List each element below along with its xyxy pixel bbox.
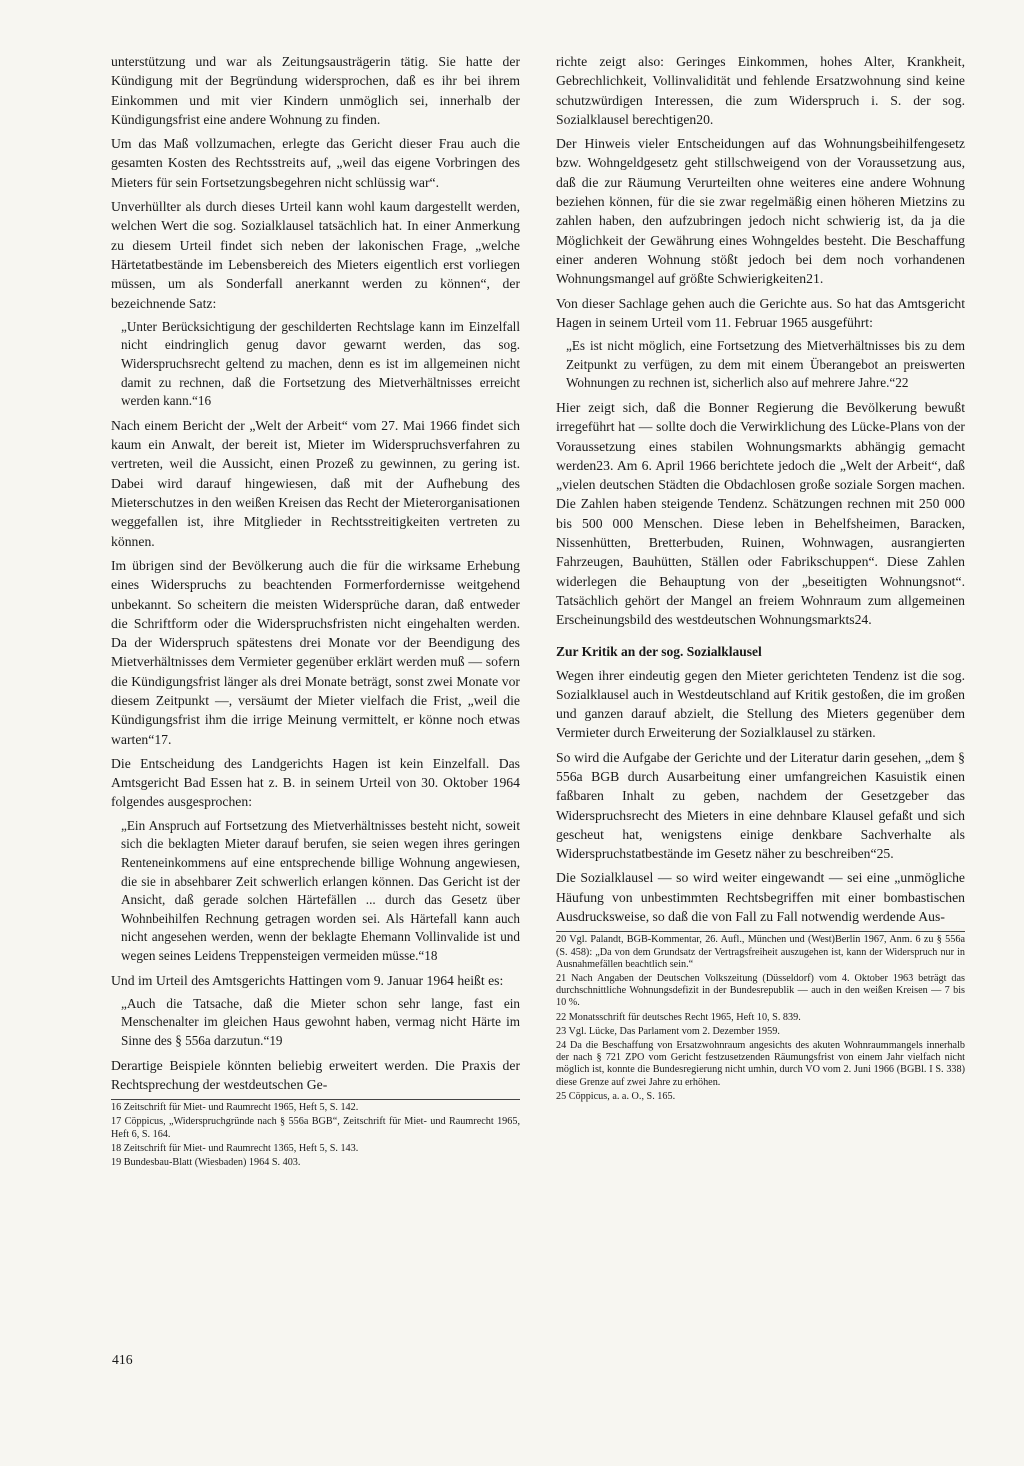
footnote: 24 Da die Beschaffung von Ersatzwohnraum angesichts des akuten Wohnraummangels innerhalb der nach § 721 ZPO vom Gericht festzusetzenden Räumungsfrist von einem Jahr vielfach nicht möglich ist, konnte die Bundesregierung nicht umhin, durch VO vom 2. Juni 1966 (BGBl. I S. 338) diese Grenze auf zwei Jahre zu erhöhen. xyxy=(556,1039,965,1088)
paragraph: Und im Urteil des Amtsgerichts Hattingen vom 9. Januar 1964 heißt es: xyxy=(111,972,504,988)
right-footnotes xyxy=(556,931,965,1103)
paragraph: Hier zeigt sich, daß die Bonner Regierung die Bevölkerung bewußt irregeführt hat — sollte doch die Verwirklichung des Lücke-Plans von der Voraussetzung eines stabilen Wohnungsmarkts abhängig gemacht werden23. Am 6. April 1966 berichtete jedoch die „Welt der Arbeit“, daß „vielen deutschen Städten die Obdachlosen große soziale Sorgen machen. Die Zahlen haben steigende Tendenz. Schätzungen rechnen mit 250 000 bis 500 000 Menschen. Diese leben in Behelfsheimen, Baracken, Nissenhütten, Bretterbuden, Ruinen, Wohnwagen, ausrangierten Fahrzeugen, Bauhütten, Ställen oder Fabrikschuppen“. Diese Zahlen widerlegen die Behauptung von der „beseitigten Wohnungsnot“. Tatsächlich gehört der Mangel an freiem Wohnraum zum allgemeinen Erscheinungsbild des westdeutschen Wohnungsmarkts24. xyxy=(556,399,965,628)
footnote: 19 Bundesbau-Blatt (Wiesbaden) 1964 S. 403. xyxy=(111,1157,301,1168)
paragraph: Um das Maß vollzumachen, erlegte das Gericht dieser Frau auch die gesamten Kosten des Rechtsstreits auf, „weil das eigene Vorbringen des Mieters für sein Fortsetzungsbegehren nicht schlüssig war“. xyxy=(111,136,520,190)
block-quote: „Es ist nicht möglich, eine Fortsetzung des Mietverhältnisses bis zu dem Zeitpunkt zu verfügen, zu dem mit einem Überangebot an preiswerten Wohnungen zu rechnen ist, sicherlich also auf mehrere Jahre.“22 xyxy=(566,338,965,391)
paragraph: Die Entscheidung des Landgerichts Hagen ist kein Einzelfall. Das Amtsgericht Bad Essen hat z. B. in seinem Urteil von 30. Oktober 1964 folgendes ausgesprochen: xyxy=(111,755,520,810)
paragraph: Nach einem Bericht der „Welt der Arbeit“ vom 27. Mai 1966 findet sich kaum ein Anwalt, der bereit ist, Mieter im Widerspruchsverfahren zu vertreten, weil die Aussicht, einen Prozeß zu gewinnen, zu gering ist. Dabei wird darauf hingewiesen, daß mit der Aufhebung des Mieterschutzes in den weißen Kreisen das Recht der Mieterorganisationen weggefallen ist, ihre Mitglieder in Rechtsstreitigkeiten vertreten zu können. xyxy=(111,417,520,549)
block-quote: „Ein Anspruch auf Fortsetzung des Mietverhältnisses besteht nicht, soweit sich die beklagten Mieter darauf berufen, sie seien wegen ihres geringen Renteneinkommens auf eine entsprechende billige Wohnung angewiesen, die sie in absehbarer Zeit schwerlich erlangen können. Das Gericht ist der Ansicht, daß gerade solchen Härtefällen ... durch das Gesetz über Wohnbeihilfen Rechnung getragen worden sei. Als Härtefall kann auch nicht angesehen werden, wenn der beklagte Ehemann Vollinvalide ist und wegen seines Leidens Treppensteigen vermeiden müsse.“18 xyxy=(121,817,520,963)
footnote: 16 Zeitschrift für Miet- und Raumrecht 1965, Heft 5, S. 142. xyxy=(111,1102,359,1114)
paragraph: Wegen ihrer eindeutig gegen den Mieter gerichteten Tendenz ist die sog. Sozialklausel auch in Westdeutschland auf Kritik gestoßen, die im großen und ganzen darauf abzielt, die Stellung des Mieters gegenüber dem Vermieter durch Erweiterung der Sozialklausel zu stärken. xyxy=(556,667,965,741)
section-heading: Zur Kritik an der sog. Sozialklausel xyxy=(556,643,762,659)
paragraph: Im übrigen sind der Bevölkerung auch die für die wirksame Erhebung eines Widerspruchs zu beachtenden Formerfordernisse weitgehend unbekannt. So scheitern die meisten Widersprüche daran, daß entweder die Schriftform oder die Widerspruchsfristen nicht eingehalten werden. Da der Widerspruch spätestens drei Monate vor der Beendigung des Mietverhältnisses dem Vermieter gegenüber erklärt werden muß — sofern die Kündigungsfrist länger als drei Monate beträgt, sonst zwei Monate vor diesem Zeitpunkt —, versäumt der Mieter vielfach die Frist, „weil die Kündigungsfrist ihm die irrige Meinung vermittelt, er könne noch etwas warten“17. xyxy=(111,557,520,747)
paragraph: Der Hinweis vieler Entscheidungen auf das Wohnungsbeihilfengesetz bzw. Wohngeldgesetz geht stillschweigend von der Voraussetzung aus, daß die zur Räumung Verurteilten ohne weiteres eine andere Wohnung beziehen können, für die sie zwar regelmäßig einen höheren Mietzins zu zahlen haben, den aufzubringen jedoch nicht schwierig ist, da ja die Möglichkeit der Gewährung eines Wohngeldes besteht. Die Beschaffung einer anderen Wohnung stößt jedoch bei dem noch vorhandenen Wohnungsmangel auf größte Schwierigkeiten21. xyxy=(556,136,965,287)
right-column xyxy=(556,52,965,1105)
page-number: 416 xyxy=(112,1352,133,1367)
paragraph: Derartige Beispiele könnten beliebig erweitert werden. Die Praxis der Rechtsprechung der westdeutschen Ge- xyxy=(111,1057,520,1092)
footnote: 25 Cöppicus, a. a. O., S. 165. xyxy=(556,1090,676,1102)
footnote: 22 Monatsschrift für deutsches Recht 1965, Heft 10, S. 839. xyxy=(556,1011,801,1023)
footnote: 20 Vgl. Palandt, BGB-Kommentar, 26. Aufl., München und (West)Berlin 1967, Anm. 6 zu § 556a (S. 458): „Da von dem Grundsatz der Vertragsfreiheit auszugehen ist, kann der Widerspruch nur in Ausnahmefällen beachtlich sein.“ xyxy=(556,934,965,970)
left-footnotes xyxy=(111,1099,520,1169)
paragraph: unterstützung und war als Zeitungsausträgerin tätig. Sie hatte der Kündigung mit der Begründung widersprochen, daß es ihr bei ihrem Einkommen und mit vier Kindern unmöglich sei, innerhalb der Kündigungsfrist eine andere Wohnung zu finden. xyxy=(111,54,520,127)
footnote: 21 Nach Angaben der Deutschen Volkszeitung (Düsseldorf) vom 4. Oktober 1963 beträgt das durchschnittliche Wohnungsdefizit in der Bundesrepublik — auch in den weißen Kreisen — 7 bis 10 %. xyxy=(556,972,965,1009)
left-column-body xyxy=(111,52,520,1094)
block-quote: „Auch die Tatsache, daß die Mieter schon sehr lange, fast ein Menschenalter im gleichen Haus gewohnt haben, vermag nicht Härte im Sinne des § 556a darzutun.“19 xyxy=(121,995,520,1048)
footnote: 17 Cöppicus, „Widerspruchgründe nach § 556a BGB“, Zeitschrift für Miet- und Raumrecht 1965, Heft 6, S. 164. xyxy=(111,1116,520,1140)
footnote: 18 Zeitschrift für Miet- und Raumrecht 1365, Heft 5, S. 143. xyxy=(111,1142,359,1154)
paragraph: Die Sozialklausel — so wird weiter eingewandt — sei eine „unmögliche Häufung von unbestimmten Rechtsbegriffen mit einer bombastischen Ausdrucksweise, so daß die von Fall zu Fall notwendig werdende Aus- xyxy=(556,870,965,925)
footnote: 23 Vgl. Lücke, Das Parlament vom 2. Dezember 1959. xyxy=(556,1025,780,1037)
block-quote: „Unter Berücksichtigung der geschilderten Rechtslage kann im Einzelfall nicht eindringlich genug davor gewarnt werden, das sog. Widerspruchsrecht geltend zu machen, denn es ist im allgemeinen nicht damit zu rechnen, daß die Fortsetzung des Mietverhältnisses erreicht werden kann.“16 xyxy=(121,318,520,409)
paragraph: richte zeigt also: Geringes Einkommen, hohes Alter, Krankheit, Gebrechlichkeit, Vollinvalidität und fehlende Ersatzwohnung sind keine schutzwürdigen Interessen, die zum Widerspruch i. S. der sog. Sozialklausel berechtigen20. xyxy=(556,54,965,127)
paragraph: So wird die Aufgabe der Gerichte und der Literatur darin gesehen, „dem § 556a BGB durch Ausarbeitung einer umfangreichen Kasuistik einen faßbaren Inhalt zu geben, nachdem der Gesetzgeber das Widerspruchsrecht des Mieters in eine dehnbare Klausel gefaßt und sich gescheut hat, wenigstens einige denkbare Sachverhalte als Widerspruchstatbestände im Gesetz näher zu beschreiben“25. xyxy=(556,749,965,862)
paragraph: Unverhüllter als durch dieses Urteil kann wohl kaum dargestellt werden, welchen Wert die sog. Sozialklausel tatsächlich hat. In einer Anmerkung zu diesem Urteil findet sich neben der lakonischen Frage, „welche Härtetatbestände im Lebensbereich des Mieters eigentlich erst vorliegen müssen, um als Sonderfall anerkannt werden zu können“, der bezeichnende Satz: xyxy=(111,199,520,311)
paragraph: Von dieser Sachlage gehen auch die Gerichte aus. So hat das Amtsgericht Hagen in seinem Urteil vom 11. Februar 1965 ausgeführt: xyxy=(556,295,965,330)
right-column-body xyxy=(556,52,965,926)
left-column xyxy=(111,52,520,1171)
